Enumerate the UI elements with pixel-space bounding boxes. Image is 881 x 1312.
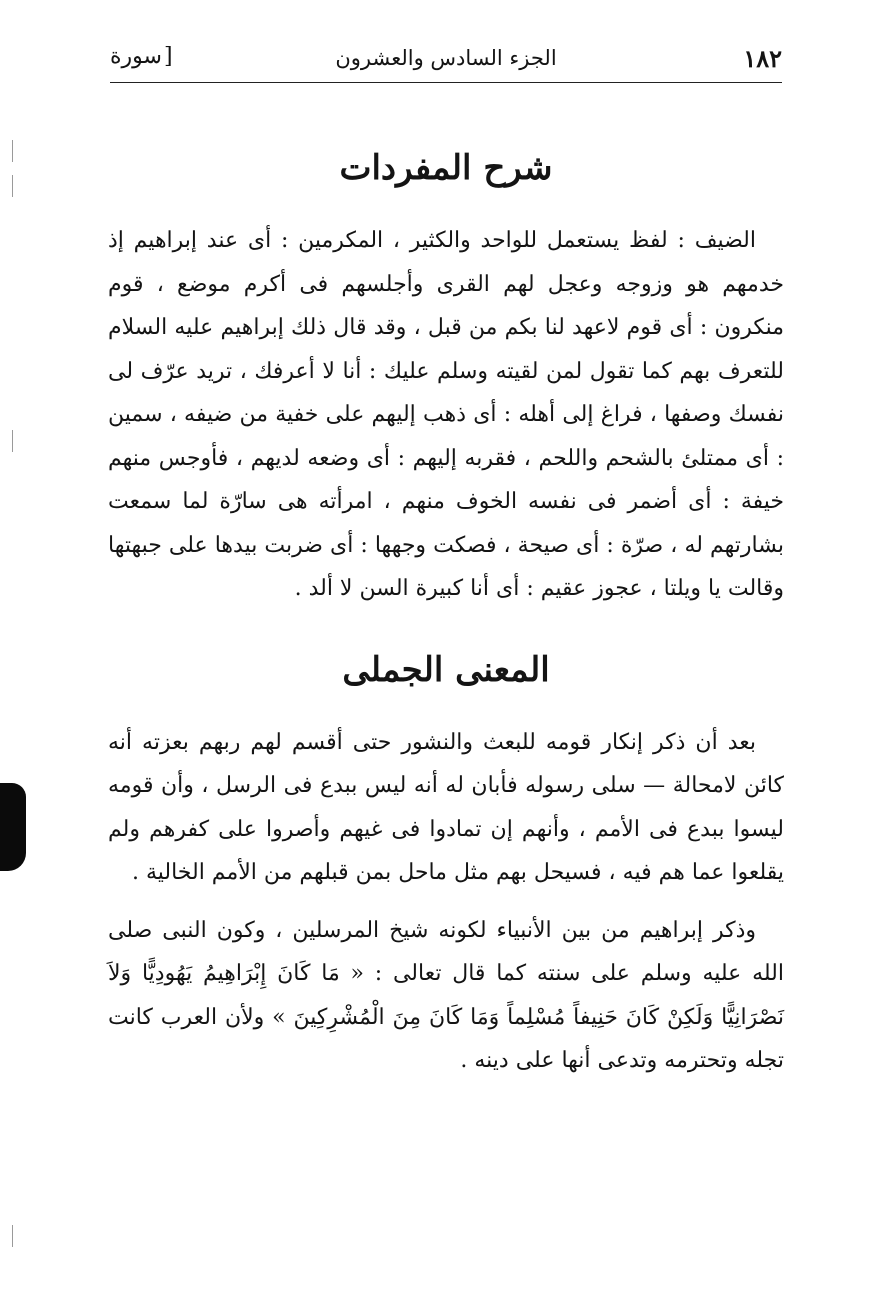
surah-label — [110, 44, 173, 69]
surah-label-text: سورة — [110, 44, 162, 69]
vocabulary-paragraph: الضيف : لفظ يستعمل للواحد والكثير ، المكرمين : أى عند إبراهيم إذ خدمهم هو وزوجه وعجل لهم القرى وأجلسهم فى أكرم موضع ، قوم منكرون : أى قوم لاعهد لنا بكم من قبل ، وقد قال ذلك إبراهيم عليه السلام للتعرف بهم كما تقول لمن لقيته وسلم عليك : أنا لا أعرفك ، تريد عرّف لى نفسك وصفها ، فراغ إلى أهله : أى ذهب إليهم على خفية من ضيفه ، سمين : أى ممتلئ بالشحم واللحم ، فقربه إليهم : أى وضعه لديهم ، فأوجس منهم خيفة : أى أضمر فى نفسه الخوف منهم ، امرأته هى سارّة لما سمعت بشارتهم له ، صرّة : أى صيحة ، فصكت وجهها : أى ضربت بيدها على جبهتها وقالت يا ويلتا ، عجوز عقيم : أى أنا كبيرة السن لا ألد . — [108, 228, 784, 601]
page-number: ١٨٢ — [743, 44, 782, 73]
section-heading-general-meaning: المعنى الجملى — [342, 649, 550, 690]
scan-margin-blot — [0, 783, 26, 871]
section-heading-vocabulary: شرح المفردات — [339, 148, 553, 188]
scan-margin-mark — [12, 140, 19, 162]
scan-margin-mark — [12, 175, 19, 197]
page-content — [108, 125, 784, 1083]
scan-margin-mark — [12, 430, 19, 452]
running-header — [110, 38, 782, 83]
general-meaning-paragraph-1: بعد أن ذكر إنكار قومه للبعث والنشور حتى أقسم لهم ربهم بعزته أنه كائن لامحالة — سلى رسوله فأبان له أنه ليس ببدع فى الرسل ، وأن قومه ليسوا ببدع فى الأمم ، وأنهم إن تمادوا فى غيهم وأصروا على كفرهم ولم يقلعوا عما هم فيه ، فسيحل بهم مثل ماحل بمن قبلهم من الأمم الخالية . — [108, 729, 784, 885]
scan-margin-mark — [12, 1225, 19, 1247]
part-title: الجزء السادس والعشرون — [335, 46, 557, 70]
general-meaning-paragraph-2: وذكر إبراهيم من بين الأنبياء لكونه شيخ المرسلين ، وكون النبى صلى الله عليه وسلم على سنته كما قال تعالى : « مَا كَانَ إِبْرَاهِيمُ يَهُودِيًّا وَلاَ نَصْرَانِيًّا وَلَكِنْ كَانَ حَنِيفاً مُسْلِماً وَمَا كَانَ مِنَ الْمُشْرِكِينَ » ولأن العرب كانت تجله وتحترمه وتدعى أنها على دينه . — [108, 917, 784, 1073]
surah-bracket: [ — [163, 44, 173, 69]
